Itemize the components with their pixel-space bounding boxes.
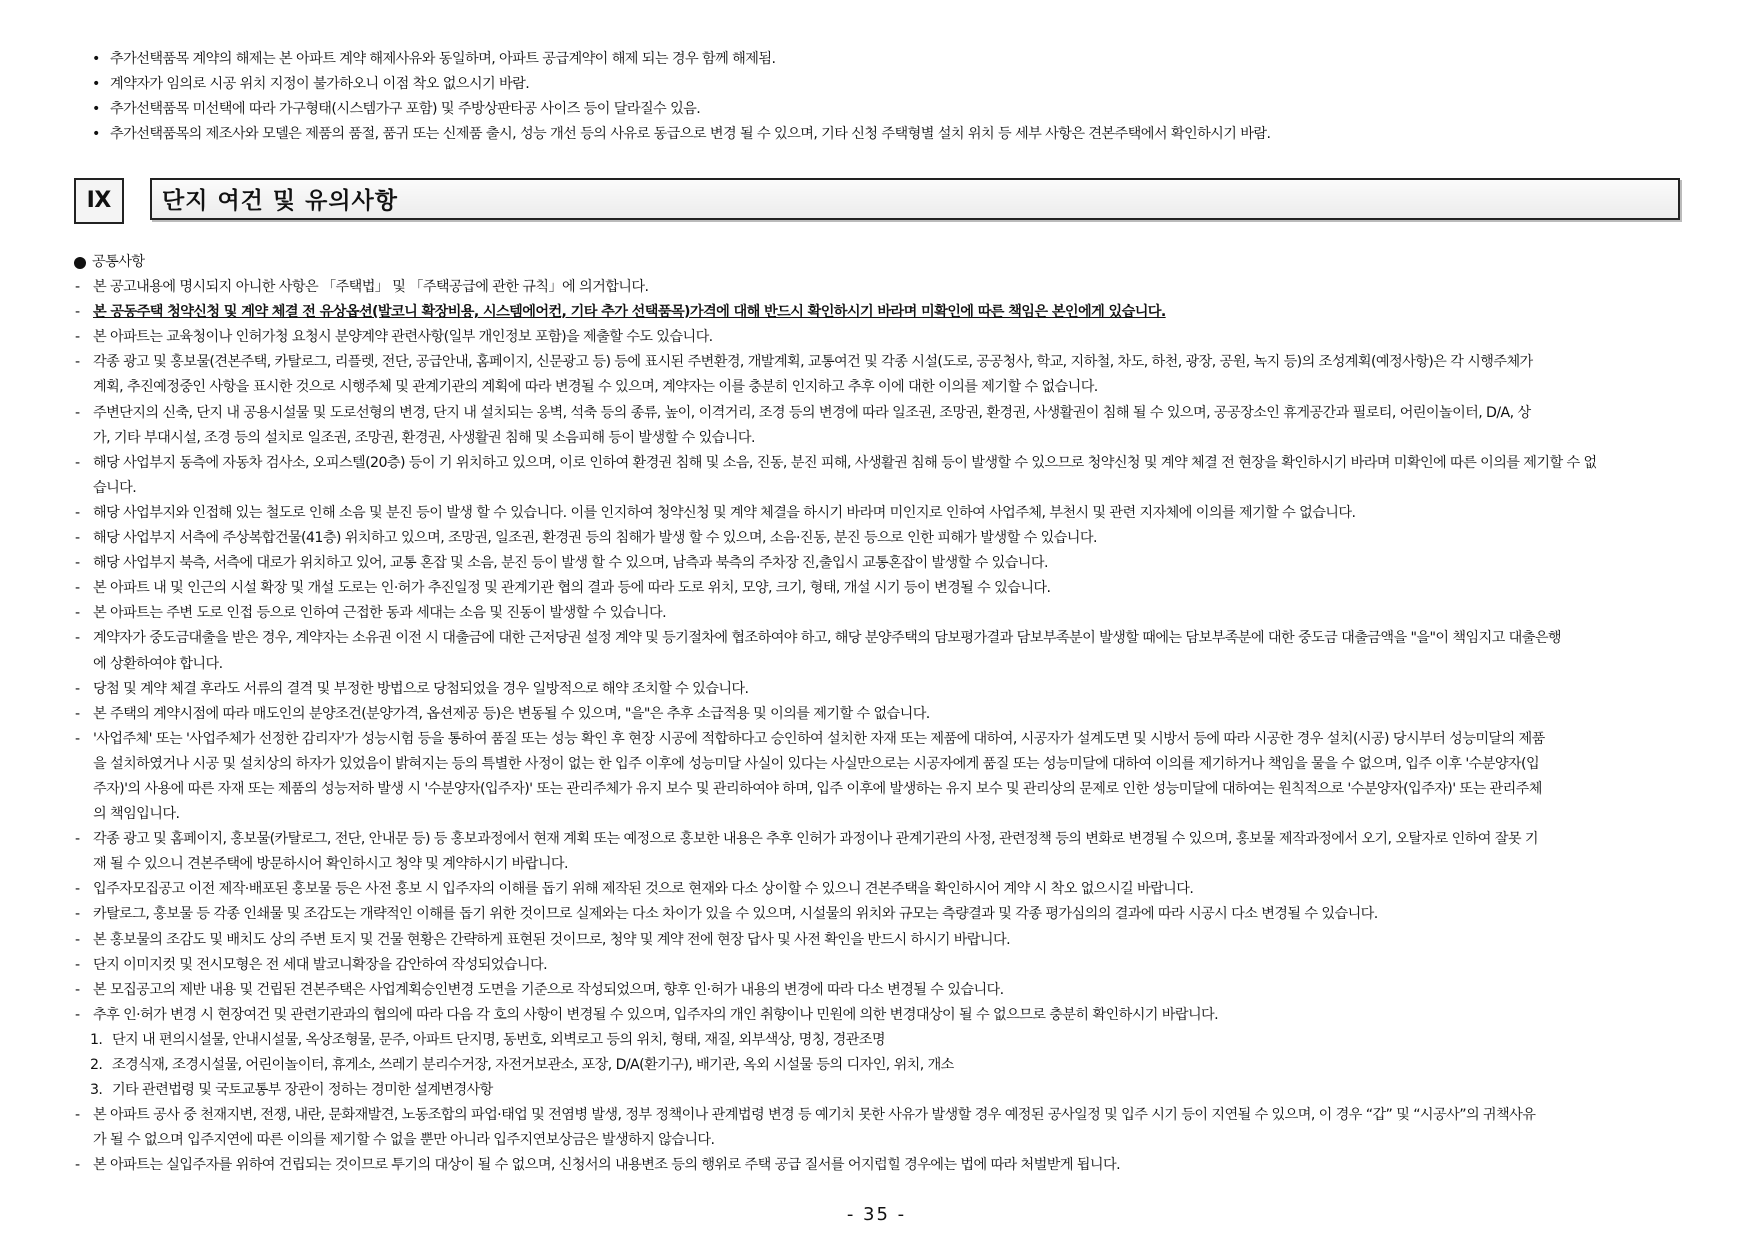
numbered-item-text: 단지 내 편의시설물, 안내시설물, 옥상조형물, 문주, 아파트 단지명, 동번호, 외벽로고 등의 위치, 형태, 재질, 외부색상, 명칭, 경관조명 bbox=[111, 1031, 885, 1048]
notice-item-line: 의 책임입니다. bbox=[93, 806, 180, 823]
notice-item-line: 재 될 수 있으니 견본주택에 방문하시어 확인하시고 청약 및 계약하시기 바랍니다. bbox=[93, 856, 568, 873]
numbered-items-list bbox=[74, 1028, 1714, 1103]
numbered-item-text: 기타 관련법령 및 국토교통부 장관이 정하는 경미한 설계변경사항 bbox=[111, 1082, 493, 1099]
notice-item-line: - 해당 사업부지 북측, 서측에 대로가 위치하고 있어, 교통 혼잡 및 소음, 분진 등이 발생 할 수 있으며, 남측과 북측의 주차장 진,출입시 교통혼잡이 발생할 수 있습니다. bbox=[93, 555, 1048, 572]
notice-item bbox=[74, 978, 1714, 1003]
notice-item-line: - 본 아파트는 주변 도로 인접 등으로 인하여 근접한 동과 세대는 소음 및 진동이 발생할 수 있습니다. bbox=[93, 605, 666, 622]
notice-item bbox=[74, 1153, 1714, 1178]
notice-item bbox=[74, 902, 1714, 927]
notice-item-line: - 추후 인·허가 변경 시 현장여건 및 관련기관과의 협의에 따라 다음 각 호의 사항이 변경될 수 있으며, 입주자의 개인 취향이나 민원에 의한 변경대상이 될 수 없으므로 충분히 확인하시기 바랍니다. bbox=[93, 1006, 1219, 1023]
notice-item bbox=[74, 526, 1714, 551]
notice-item-line: 습니다. bbox=[93, 479, 137, 496]
notice-item bbox=[74, 1103, 1714, 1153]
notice-item-line: 가, 기타 부대시설, 조경 등의 설치로 일조권, 조망권, 환경권, 사생활권 침해 및 소음피해 등이 발생할 수 있습니다. bbox=[93, 429, 755, 446]
notice-item-line: 을 설치하였거나 시공 및 설치상의 하자가 있었음이 밝혀지는 등의 특별한 사정이 없는 한 입주 이후에 성능미달 사실이 있다는 사실만으로는 시공자에게 품질 또는 성능미달에 대하여 이의를 제기하거나 책임을 물을 수 없으며, 입주 이후 '수분양자(입 bbox=[93, 755, 1540, 772]
notice-item bbox=[74, 501, 1714, 526]
notice-item bbox=[74, 275, 1714, 300]
notice-item bbox=[74, 626, 1714, 676]
numbered-item bbox=[74, 1078, 1712, 1103]
notice-item bbox=[74, 350, 1714, 400]
numbered-item bbox=[74, 1053, 1712, 1078]
bullet-item: • 추가선택품목의 제조사와 모델은 제품의 품절, 품귀 또는 신제품 출시, 성능 개선 등의 사유로 동급으로 변경 될 수 있으며, 기타 신청 주택형별 설치 위치 등 세부 사항은 견본주택에서 확인하시기 바람. bbox=[88, 122, 1708, 147]
notice-item-line: - 당첨 및 계약 체결 후라도 서류의 결격 및 부정한 방법으로 당첨되었을 경우 일방적으로 해약 조치할 수 있습니다. bbox=[93, 680, 749, 697]
page-number: - 35 - bbox=[846, 1204, 907, 1225]
notice-item-line: 에 상환하여야 합니다. bbox=[93, 655, 223, 672]
notice-item bbox=[74, 827, 1714, 877]
notice-item bbox=[74, 300, 1714, 325]
numbered-item bbox=[74, 1028, 1712, 1053]
section-header bbox=[74, 178, 1684, 224]
notice-item bbox=[74, 401, 1714, 451]
notice-item-line: - 입주자모집공고 이전 제작·배포된 홍보물 등은 사전 홍보 시 입주자의 이해를 돕기 위해 제작된 것으로 현재와 다소 상이할 수 있으니 견본주택을 확인하시어 계약 시 착오 없으시길 바랍니다. bbox=[93, 881, 1194, 898]
numbered-item-text: 조경식재, 조경시설물, 어린이놀이터, 휴게소, 쓰레기 분리수거장, 자전거보관소, 포장, D/A(환기구), 배기관, 옥외 시설물 등의 디자인, 위치, 개소 bbox=[111, 1057, 954, 1073]
notice-item-line: 가 될 수 없으며 입주지연에 따른 이의를 제기할 수 없을 뿐만 아니라 입주지연보상금은 발생하지 않습니다. bbox=[93, 1132, 715, 1149]
notice-item-line: - 본 홍보물의 조감도 및 배치도 상의 주변 토지 및 건물 현황은 간략하게 표현된 것이므로, 청약 및 계약 전에 현장 답사 및 사전 확인을 반드시 하시기 바랍니다. bbox=[93, 931, 1010, 948]
notice-item-line: - 각종 광고 및 홈페이지, 홍보물(카탈로그, 전단, 안내문 등) 등 홍보과정에서 현재 계획 또는 예정으로 홍보한 내용은 추후 인허가 과정이나 관계기관의 사정, 관련정책 등의 변화로 변경될 수 있으며, 홍보물 제작과정에서 오기, 오탈자로 인하여 잘못 기 bbox=[93, 831, 1538, 848]
notice-item-line: - 본 모집공고의 제반 내용 및 건립된 견본주택은 사업계획승인변경 도면을 기준으로 작성되었으며, 향후 인·허가 내용의 변경에 따라 다소 변경될 수 있습니다. bbox=[93, 981, 1004, 998]
notice-item-line: - 해당 사업부지 서측에 주상복합건물(41층) 위치하고 있으며, 조망권, 일조권, 환경권 등의 침해가 발생 할 수 있으며, 소음·진동, 분진 등으로 인한 피해가 발생할 수 있습니다. bbox=[93, 530, 1097, 547]
notice-item-line: - 해당 사업부지 동측에 자동차 검사소, 오피스텔(20층) 등이 기 위치하고 있으며, 이로 인하여 환경권 침해 및 소음, 진동, 분진 피해, 사생활권 침해 등이 발생할 수 있으므로 청약신청 및 계약 체결 전 현장을 확인하시기 바라며 미확인에 따른 이의를 제기할 수 없 bbox=[93, 454, 1597, 471]
notice-item-line: - 본 공동주택 청약신청 및 계약 체결 전 유상옵션(발코니 확장비용, 시스템에어컨, 기타 추가 선택품목)가격에 대해 반드시 확인하시기 바라며 미확인에 따른 책임은 본인에게 있습니다. bbox=[93, 304, 1166, 321]
notice-item-line: - 해당 사업부지와 인접해 있는 철도로 인해 소음 및 분진 등이 발생 할 수 있습니다. 이를 인지하여 청약신청 및 계약 체결을 하시기 바라며 미인지로 인하여 사업주체, 부천시 및 관련 지자체에 이의를 제기할 수 없습니다. bbox=[93, 504, 1356, 521]
notice-item bbox=[74, 601, 1714, 626]
notice-item-line: - 본 주택의 계약시점에 따라 매도인의 분양조건(분양가격, 옵션제공 등)은 변동될 수 있으며, "을"은 추후 소급적용 및 이의를 제기할 수 없습니다. bbox=[93, 705, 930, 722]
subheading: 공통사항 bbox=[74, 250, 1714, 275]
bullet-item: • 계약자가 임의로 시공 위치 지정이 불가하오니 이점 착오 없으시기 바람. bbox=[88, 72, 1708, 97]
notice-item bbox=[74, 953, 1714, 978]
numbered-item-number: 3. bbox=[89, 1082, 103, 1099]
bullet-item: • 추가선택품목 계약의 해제는 본 아파트 계약 해제사유와 동일하며, 아파트 공급계약이 해제 되는 경우 함께 해제됨. bbox=[88, 47, 1708, 72]
notice-item-line: - 본 아파트는 실입주자를 위하여 건립되는 것이므로 투기의 대상이 될 수 없으며, 신청서의 내용변조 등의 행위로 주택 공급 질서를 어지럽힐 경우에는 법에 따라 처벌받게 됩니다. bbox=[93, 1157, 1120, 1174]
notice-item bbox=[74, 325, 1714, 350]
notice-item-line: - 계약자가 중도금대출을 받은 경우, 계약자는 소유권 이전 시 대출금에 대한 근저당권 설정 계약 및 등기절차에 협조하여야 하고, 해당 분양주택의 담보평가결과 담보부족분이 발생할 때에는 담보부족분에 대한 중도금 대출금액을 "을"이 책임지고 대출은행 bbox=[93, 630, 1562, 647]
notice-item bbox=[74, 702, 1714, 727]
option-notes-list bbox=[88, 47, 1708, 147]
notice-item bbox=[74, 1003, 1714, 1028]
notice-item-line: - 카탈로그, 홍보물 등 각종 인쇄물 및 조감도는 개략적인 이해를 돕기 위한 것이므로 실제와는 다소 차이가 있을 수 있으며, 시설물의 위치와 규모는 측량결과 및 각종 평가심의의 결과에 따라 시공시 다소 변경될 수 있습니다. bbox=[93, 906, 1378, 923]
notice-item bbox=[74, 451, 1714, 501]
notice-item-line: - 본 아파트는 교육청이나 인허가청 요청시 분양계약 관련사항(일부 개인정보 포함)을 제출할 수도 있습니다. bbox=[93, 329, 713, 346]
notice-item bbox=[74, 551, 1714, 576]
notice-item-line: 주자)'의 사용에 따른 자재 또는 제품의 성능저하 발생 시 '수분양자(입주자)' 또는 관리주체가 유지 보수 및 관리하여야 하며, 입주 이후에 발생하는 유지 보수 및 관리상의 문제로 인한 성능미달에 대하여는 원칙적으로 '수분양자(입주자)' 또는 관리주체 bbox=[93, 780, 1542, 797]
numbered-item-number: 1. bbox=[89, 1031, 103, 1048]
notice-item-line: - 각종 광고 및 홍보물(견본주택, 카탈로그, 리플렛, 전단, 공급안내, 홈페이지, 신문광고 등) 등에 표시된 주변환경, 개발계획, 교통여건 및 각종 시설(도로, 공공청사, 학교, 지하철, 차도, 하천, 광장, 공원, 녹지 등)의 조성계획(예정사항)은 각 시행주체가 bbox=[93, 354, 1533, 371]
notice-item bbox=[74, 727, 1714, 827]
notice-item-line: - 본 공고내용에 명시되지 아니한 사항은 「주택법」 및 「주택공급에 관한 규칙」에 의거합니다. bbox=[93, 279, 649, 296]
notice-item-line: - 본 아파트 내 및 인근의 시설 확장 및 개설 도로는 인·허가 추진일정 및 관계기관 협의 결과 등에 따라 도로 위치, 모양, 크기, 형태, 개설 시기 등이 변경될 수 있습니다. bbox=[93, 580, 1051, 597]
notice-item bbox=[74, 928, 1714, 953]
notice-items-list bbox=[74, 275, 1714, 1028]
section-title: 단지 여건 및 유의사항 bbox=[150, 178, 1680, 220]
notice-item-line: 계획, 추진예정중인 사항을 표시한 것으로 시행주체 및 관계기관의 계획에 따라 변경될 수 있으며, 계약자는 이를 충분히 인지하고 추후 이에 대한 이의를 제기할 수 없습니다. bbox=[93, 379, 1098, 396]
notice-items-list-continued bbox=[74, 1103, 1714, 1178]
notice-item-line: - '사업주체' 또는 '사업주체가 선정한 감리자'가 성능시험 등을 통하여 품질 또는 성능 확인 후 현장 시공에 적합하다고 승인하여 설치한 자재 또는 제품에 대하여, 시공자가 설계도면 및 시방서 등에 따라 시공한 경우 설치(시공) 당시부터 성능미달의 제품 bbox=[93, 730, 1545, 747]
section-content bbox=[74, 250, 1714, 1178]
notice-item bbox=[74, 677, 1714, 702]
notice-item-line: - 단지 이미지컷 및 전시모형은 전 세대 발코니확장을 감안하여 작성되었습니다. bbox=[93, 956, 548, 973]
notice-item-line: - 주변단지의 신축, 단지 내 공용시설물 및 도로선형의 변경, 단지 내 설치되는 옹벽, 석축 등의 종류, 높이, 이격거리, 조경 등의 변경에 따라 일조권, 조망권, 환경권, 사생활권이 침해 될 수 있으며, 공공장소인 휴게공간과 필로티, 어린이놀이터, D/A, 상 bbox=[93, 404, 1531, 421]
notice-item bbox=[74, 576, 1714, 601]
bullet-item: • 추가선택품목 미선택에 따라 가구형태(시스템가구 포함) 및 주방상판타공 사이즈 등이 달라질수 있음. bbox=[88, 97, 1708, 122]
numbered-item-number: 2. bbox=[89, 1057, 103, 1073]
notice-item-line: - 본 아파트 공사 중 천재지변, 전쟁, 내란, 문화재발견, 노동조합의 파업·태업 및 전염병 발생, 정부 정책이나 관계법령 변경 등 예기치 못한 사유가 발생할 경우 예정된 공사일정 및 입주 시기 등이 지연될 수 있으며, 이 경우 “갑” 및 “시공사”의 귀책사유 bbox=[93, 1107, 1536, 1124]
notice-item bbox=[74, 877, 1714, 902]
section-number: Ⅸ bbox=[74, 178, 124, 224]
